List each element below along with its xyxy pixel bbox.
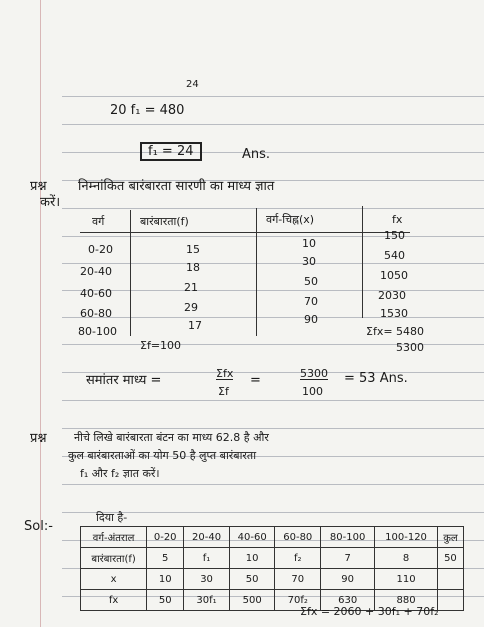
mean-val-numer: 5300 xyxy=(300,367,328,380)
given-label: दिया है- xyxy=(96,511,128,524)
q2-rowlabel-class: वर्ग-अंतराल xyxy=(81,527,147,548)
ruled-line xyxy=(62,96,484,97)
q1-row2-mark: 30 xyxy=(302,255,316,268)
q2-x-cell: 70 xyxy=(275,569,321,590)
equation-line: 20 f₁ = 480 xyxy=(110,103,185,118)
q1-row1-fx: 150 xyxy=(384,229,405,242)
q1-col-divider xyxy=(362,206,363,318)
mean-label: समांतर माध्य = xyxy=(86,373,162,388)
ruled-line xyxy=(62,208,484,209)
q1-row4-fx: 2030 xyxy=(378,289,406,302)
q2-col-100-120: 100-120 xyxy=(375,527,438,548)
q2-col-80-100: 80-100 xyxy=(321,527,375,548)
q1-sum-fx-corrected: 5300 xyxy=(396,341,424,354)
q2-fx-cell: 880 xyxy=(375,590,438,611)
q1-text-line2: करें। xyxy=(40,195,61,210)
q1-row5-mark: 90 xyxy=(304,313,318,326)
q2-rowlabel-x: x xyxy=(81,569,147,590)
q2-col-total: कुल xyxy=(437,527,463,548)
q2-fx-cell xyxy=(437,590,463,611)
q1-row2-fx: 540 xyxy=(384,249,405,262)
mean-equals: = xyxy=(250,373,261,388)
q2-fx-cell: 630 xyxy=(321,590,375,611)
q1-text-line1: निम्नांकित बारंबारता सारणी का माध्य ज्ञात xyxy=(78,179,275,194)
q1-row3-fx: 1050 xyxy=(380,269,408,282)
q1-sum-fx: Σfx= 5480 xyxy=(366,325,425,338)
q2-col-20-40: 20-40 xyxy=(184,527,230,548)
q1-row3-freq: 21 xyxy=(184,281,198,294)
ruled-line xyxy=(62,152,484,153)
q2-x-cell: 30 xyxy=(184,569,230,590)
q1-header-fx: fx xyxy=(392,213,403,226)
ruled-line xyxy=(62,400,484,401)
mean-numer: Σfx xyxy=(216,367,234,380)
ruled-line xyxy=(62,290,484,291)
ruled-line xyxy=(62,428,484,429)
q1-row5-class: 80-100 xyxy=(78,325,117,338)
q2-x-cell: 110 xyxy=(375,569,438,590)
q2-row-freq xyxy=(81,548,464,569)
mean-val-denom: 100 xyxy=(302,385,323,398)
q2-x-cell xyxy=(437,569,463,590)
q2-f-cell: f₁ xyxy=(184,548,230,569)
q1-sum-f: Σf=100 xyxy=(140,339,182,352)
q1-col-divider xyxy=(256,208,257,336)
q2-rowlabel-freq: बारंबारता(f) xyxy=(81,548,147,569)
q1-row4-freq: 29 xyxy=(184,301,198,314)
q2-fx-cell: 50 xyxy=(147,590,184,611)
q1-col-divider xyxy=(130,210,131,336)
q1-label: प्रश्न xyxy=(30,179,47,194)
q2-fx-cell: 30f₁ xyxy=(184,590,230,611)
q2-rowlabel-fx: fx xyxy=(81,590,147,611)
q2-label: प्रश्न xyxy=(30,431,47,446)
q1-row2-class: 20-40 xyxy=(80,265,112,278)
q2-table xyxy=(80,526,464,611)
q1-row2-freq: 18 xyxy=(186,261,200,274)
q2-fx-cell: 70f₂ xyxy=(275,590,321,611)
q1-row1-mark: 10 xyxy=(302,237,316,250)
q2-row-class xyxy=(81,527,464,548)
q2-text-line2: कुल बारंबारताओं का योग 50 है लुप्त बारंबारता xyxy=(68,449,257,462)
q1-header-class: वर्ग xyxy=(92,215,105,228)
q1-row5-fx: 1530 xyxy=(380,307,408,320)
ans-label: Ans. xyxy=(242,147,271,162)
superscript-24: 24 xyxy=(186,79,199,90)
q1-header-freq: बारंबारता(f) xyxy=(140,215,189,228)
ruled-line xyxy=(62,263,484,264)
q2-f-cell: 5 xyxy=(147,548,184,569)
q2-f-cell: 7 xyxy=(321,548,375,569)
q2-col-0-20: 0-20 xyxy=(147,527,184,548)
q1-row4-class: 60-80 xyxy=(80,307,112,320)
q2-row-x xyxy=(81,569,464,590)
ruled-line xyxy=(62,236,484,237)
q2-fx-cell: 500 xyxy=(229,590,275,611)
ruled-line xyxy=(62,484,484,485)
q2-x-cell: 90 xyxy=(321,569,375,590)
ruled-line xyxy=(62,124,484,125)
q2-col-60-80: 60-80 xyxy=(275,527,321,548)
q2-x-cell: 10 xyxy=(147,569,184,590)
q1-row4-mark: 70 xyxy=(304,295,318,308)
q2-x-cell: 50 xyxy=(229,569,275,590)
q2-f-cell: 8 xyxy=(375,548,438,569)
q2-col-40-60: 40-60 xyxy=(229,527,275,548)
q2-text-line3: f₁ और f₂ ज्ञात करें। xyxy=(80,467,160,480)
q1-row5-freq: 17 xyxy=(188,319,202,332)
q1-row1-class: 0-20 xyxy=(88,243,113,256)
mean-denom: Σf xyxy=(218,385,229,398)
q2-f-cell: 10 xyxy=(229,548,275,569)
q2-text-line1: नीचे लिखे बारंबारता बंटन का माध्य 62.8 है और xyxy=(74,431,269,444)
q1-row1-freq: 15 xyxy=(186,243,200,256)
q2-sum-fx: Σfx = 2060 + 30f₁ + 70f₂ xyxy=(300,605,439,618)
q2-f-cell: f₂ xyxy=(275,548,321,569)
boxed-result: f₁ = 24 xyxy=(140,142,202,161)
q1-row3-mark: 50 xyxy=(304,275,318,288)
q1-header-rule xyxy=(80,232,410,233)
q2-f-cell: 50 xyxy=(437,548,463,569)
sol-label: Sol:- xyxy=(24,519,53,534)
q1-header-mark: वर्ग-चिह्न(x) xyxy=(266,213,315,226)
q1-row3-class: 40-60 xyxy=(80,287,112,300)
ruled-line xyxy=(62,317,484,318)
mean-result: = 53 Ans. xyxy=(344,371,408,386)
